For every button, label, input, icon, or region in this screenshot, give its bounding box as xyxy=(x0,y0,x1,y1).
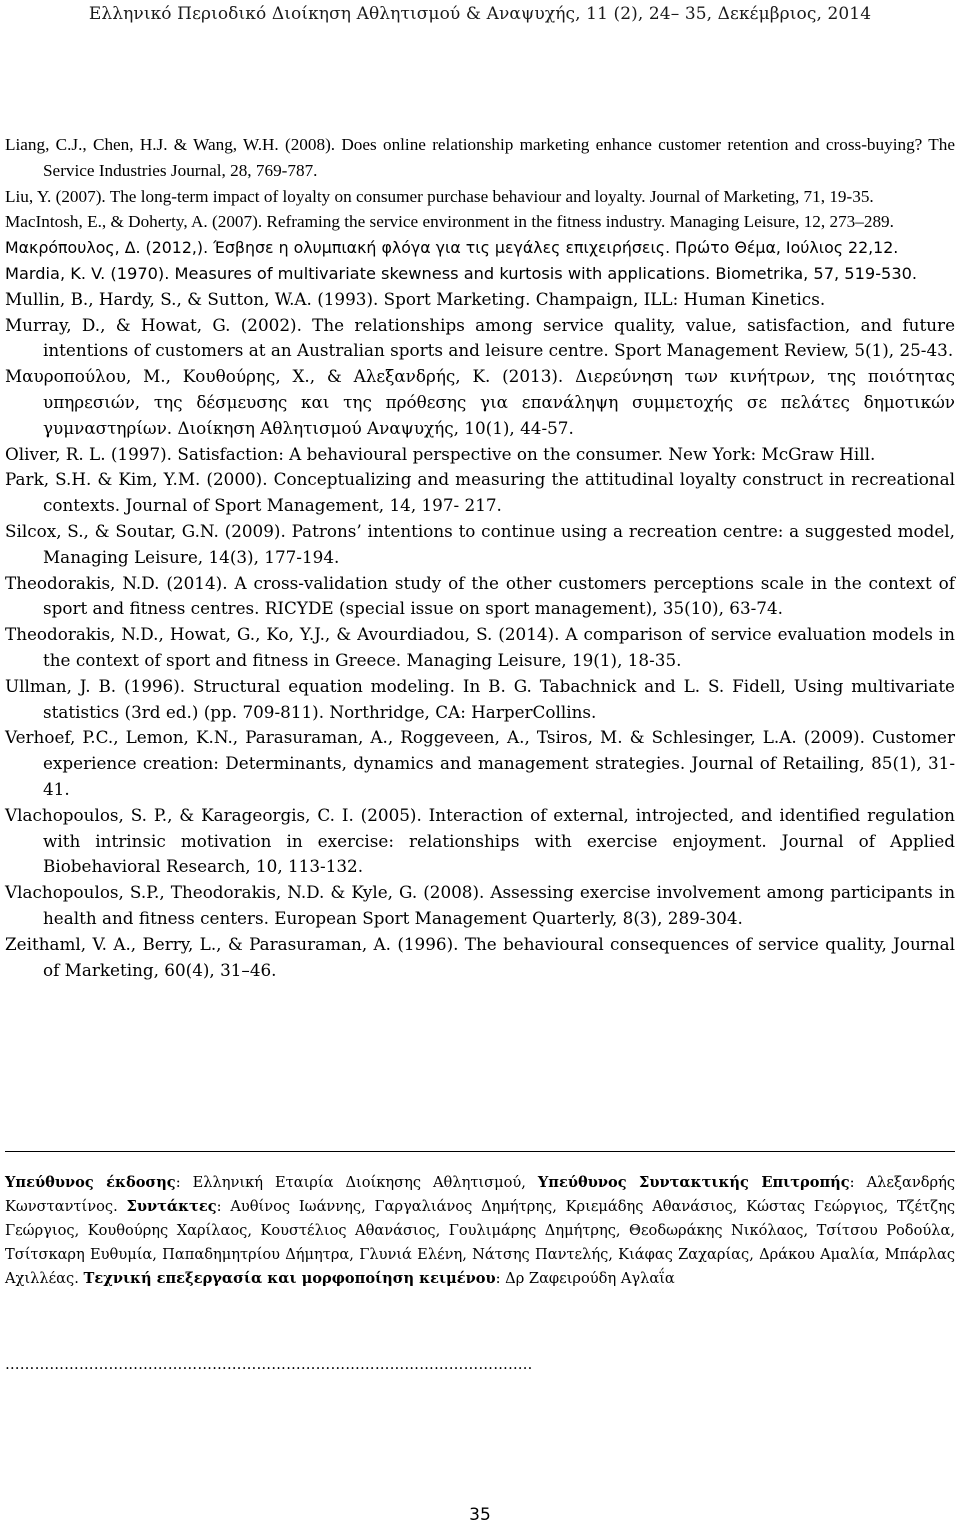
editors-label: Συντάκτες xyxy=(126,1198,217,1215)
reference-mardia-1970: Mardia, K. V. (1970). Measures of multivariate skewness and kurtosis with applications. Biometrika, 57, 519-530. xyxy=(5,263,918,283)
reference-vlachopoulos-2005: Vlachopoulos, S. P., & Karageorgis, C. I. (2005). Interaction of external, introjected, and identified regulation with intrinsic motivation in exercise: relationships with exercise enjoyment. Journal of Applied Biobehavioral Research, 10, 113-132. xyxy=(5,804,955,877)
reference-vlachopoulos-2008: Vlachopoulos, S.P., Theodorakis, N.D. & Kyle, G. (2008). Assessing exercise involvement among participants in health and fitness centers. European Sport Management Quarterly, 8(3), 289-304. xyxy=(5,882,955,928)
reference-ullman-1996: Ullman, J. B. (1996). Structural equation modeling. In B. G. Tabachnick and L. S. Fidell, Using multivariate statistics (3rd ed.) (pp. 709-811). Northridge, CA: HarperCollins. xyxy=(5,675,955,722)
reference-murray-2002: Murray, D., & Howat, G. (2002). The relationships among service quality, value, satisfaction, and future intentions of customers at an Australian sports and leisure centre. Sport Management Review, 5(1), 25-43. xyxy=(5,314,955,361)
reference-park-2000: Park, S.H. & Kim, Y.M. (2000). Conceptualizing and measuring the attitudinal loyalty construct in recreational contexts. Journal of Sport Management, 14, 197- 217. xyxy=(5,469,955,516)
reference-mavropoulou-2013: Μαυροπούλου, Μ., Κουθούρης, Χ., & Αλεξανδρής, Κ. (2013). Διερεύνηση των κινήτρων, της ποιότητας υπηρεσιών, της δέσμευσης και της πρόθεσης για επανάληψη συμμετοχής σε πελάτες δημοτικών γυμναστηρίων. Διοίκηση Αθλητισμού Αναψυχής, 10(1), 44-57. xyxy=(5,366,955,438)
reference-verhoef-2009: Verhoef, P.C., Lemon, K.N., Parasuraman, A., Roggeveen, A., Tsiros, M. & Schlesinger, L.A. (2009). Customer experience creation: Determinants, dynamics and management strategies. Journal of Retailing, 85(1), 31-41. xyxy=(5,727,955,799)
reference-mullin-1993: Mullin, B., Hardy, S., & Sutton, W.A. (1993). Sport Marketing. Champaign, ILL: Human Kinetics. xyxy=(5,288,826,309)
section-divider xyxy=(5,1151,955,1152)
typesetting-label: Τεχνική επεξεργασία και μορφοποίηση κειμένου xyxy=(83,1270,496,1287)
journal-running-header: Ελληνικό Περιοδικό Διοίκηση Αθλητισμού & Αναψυχής, 11 (2), 24– 35, Δεκέμβριος, 2014 xyxy=(88,4,872,24)
reference-silcox-2009: Silcox, S., & Soutar, G.N. (2009). Patrons’ intentions to continue using a recreation centre: a suggested model, Managing Leisure, 14(3), 177-194. xyxy=(5,520,955,567)
reference-liang-2008: Liang, C.J., Chen, H.J. & Wang, W.H. (2008). Does online relationship marketing enhance customer retention and cross-buying? The Service Industries Journal, 28, 769-787. xyxy=(5,135,955,180)
publisher-value: : Ελληνική Εταιρία Διοίκησης Αθλητισμού, xyxy=(175,1174,538,1191)
publisher-label: Υπεύθυνος έκδοσης xyxy=(5,1174,176,1191)
reference-theodorakis-2014a: Theodorakis, N.D. (2014). A cross-validation study of the other customers perceptions scale in the context of sport and fitness centres. RICYDE (special issue on sport management), 35(10), 63-74. xyxy=(5,572,955,619)
reference-oliver-1997: Oliver, R. L. (1997). Satisfaction: A behavioural perspective on the consumer. New York: McGraw Hill. xyxy=(5,443,876,464)
reference-list xyxy=(5,132,955,983)
editor-in-chief-value: : Αλεξανδρής Κωνσταντίνος. xyxy=(5,1174,955,1215)
reference-liu-2007: Liu, Y. (2007). The long-term impact of loyalty on consumer purchase behaviour and loyalty. Journal of Marketing, 71, 19-35. xyxy=(5,186,874,206)
reference-theodorakis-2014b: Theodorakis, N.D., Howat, G., Ko, Y.J., & Avourdiadou, S. (2014). A comparison of service evaluation models in the context of sport and fitness in Greece. Managing Leisure, 19(1), 18-35. xyxy=(5,624,955,670)
reference-zeithaml-1996: Zeithaml, V. A., Berry, L., & Parasuraman, A. (1996). The behavioural consequences of service quality, Journal of Marketing, 60(4), 31–46. xyxy=(5,933,955,980)
editor-in-chief-label: Υπεύθυνος Συντακτικής Επιτροπής xyxy=(537,1174,850,1191)
editorial-credits xyxy=(5,1171,955,1291)
dotted-separator: …………………………………………………………………………………………….. xyxy=(5,1356,533,1373)
editors-value: : Αυθίνος Ιωάννης, Γαργαλιάνος Δημήτρης, Κριεμάδης Αθανάσιος, Κώστας Γεώργιος, Τζέτζης Γεώργιος, Κουθούρης Χαρίλαος, Κουστέλιος Αθανάσιος, Γουλιμάρης Δημήτρης, Θεοδωράκης Νικόλαος, Τσίτσου Ροδούλα, Τσίτσκαρη Ευθυμία, Παπαδημητρίου Δήμητρα, Γλυνιά Ελένη, Νάτσης Παντελής, Κιάφας Ζαχαρίας, Δράκου Αμαλία, Μπάρλας Αχιλλέας. xyxy=(5,1198,955,1287)
reference-makropoulos-2012: Μακρόπουλος, Δ. (2012,). Έσβησε η ολυμπιακή φλόγα για τις μεγάλες επιχειρήσεις. Πρώτο Θέμα, Ιούλιος 22,12. xyxy=(5,238,899,258)
reference-macintosh-2007: MacIntosh, E., & Doherty, A. (2007). Reframing the service environment in the fitness industry. Managing Leisure, 12, 273–289. xyxy=(5,212,894,232)
page-number: 35 xyxy=(469,1505,491,1525)
typesetting-value: : Δρ Ζαφειρούδη Αγλαΐα xyxy=(495,1270,675,1287)
